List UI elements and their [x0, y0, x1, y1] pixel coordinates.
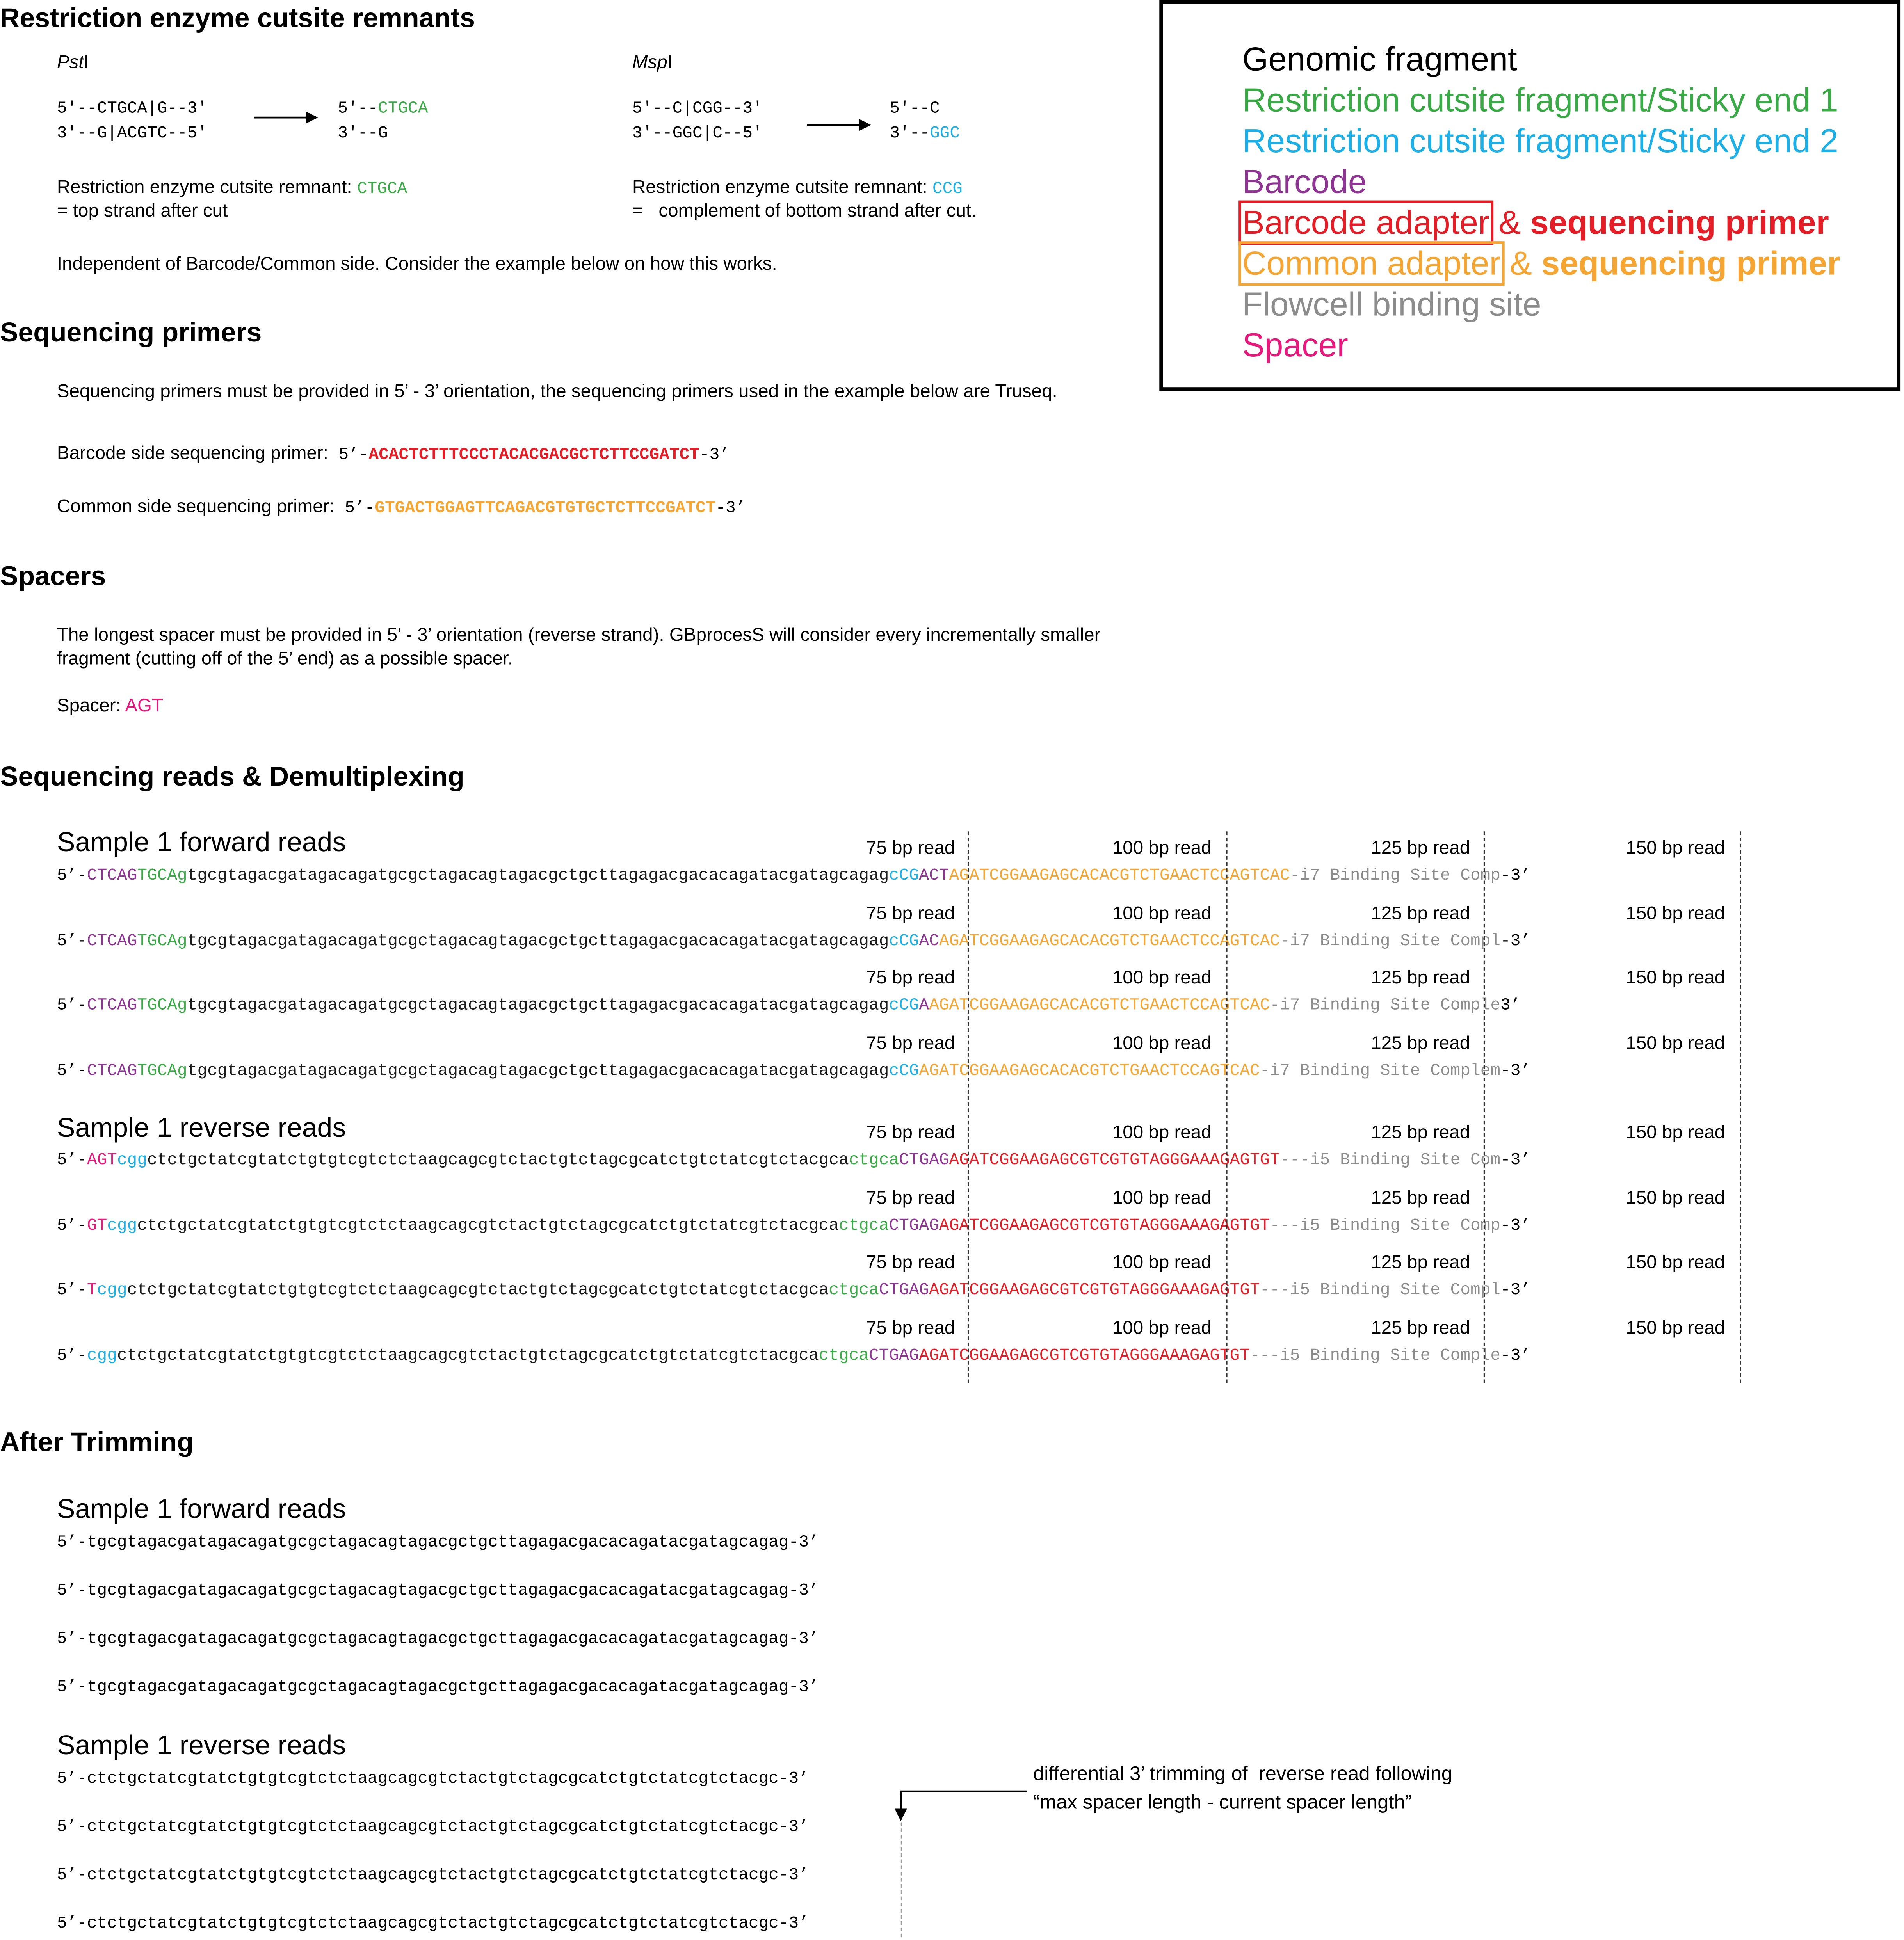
- read-length-label: 150 bp read: [1626, 1122, 1725, 1143]
- trim-note-1: differential 3’ trimming of reverse read following: [1033, 1764, 1453, 1785]
- spacer-line1: The longest spacer must be provided in 5’ - 3’ orientation (reverse strand). GBprocesS will consider every incrementally smaller: [57, 624, 1101, 646]
- read-length-label: 125 bp read: [1371, 1187, 1470, 1208]
- spacer-line2: fragment (cutting off of the 5’ end) as a possible spacer.: [57, 648, 513, 669]
- read-length-label: 75 bp read: [866, 967, 955, 989]
- legend-spacer: Spacer: [1242, 326, 1348, 364]
- read-length-label: 75 bp read: [866, 1252, 955, 1273]
- primers-intro: Sequencing primers must be provided in 5’ - 3’ orientation, the sequencing primers used in the example below are Truseq.: [57, 381, 1057, 402]
- spacer-example: Spacer: AGT: [57, 695, 164, 717]
- msp-bottom-strand: 3'--GGC|C--5': [632, 125, 763, 144]
- trimmed-forward-title: Sample 1 forward reads: [57, 1493, 346, 1524]
- trimmed-reverse-row: 5’-ctctgctatcgtatctgtgtcgtctctaagcagcgtctactgtctagcgcatctgtctatcgtctacgc-3’: [57, 1915, 809, 1934]
- forward-reads-title: Sample 1 forward reads: [57, 826, 346, 857]
- reverse-read-row: 5’-GTcggctctgctatcgtatctgtgtcgtctctaagcagcgtctactgtctagcgcatctgtctatcgtctacgcactgcaCTGAGAGATCGGAAGAGCGTCGTGTAGGGAAAGAGTGT---i5 Binding Site Comp-3’: [57, 1216, 1531, 1236]
- read-length-label: 150 bp read: [1626, 1187, 1725, 1208]
- section-title-spacers: Spacers: [0, 560, 106, 592]
- legend-sticky2: Restriction cutsite fragment/Sticky end 2: [1242, 122, 1838, 160]
- read-length-label: 100 bp read: [1112, 1317, 1212, 1338]
- msp-top-strand: 5'--C|CGG--3': [632, 100, 763, 119]
- read-length-label: 125 bp read: [1371, 838, 1470, 859]
- read-length-label: 125 bp read: [1371, 1317, 1470, 1338]
- pst-result-top: 5'--CTGCA: [338, 100, 428, 119]
- reverse-reads-title: Sample 1 reverse reads: [57, 1112, 346, 1143]
- trimmed-reverse-row: 5’-ctctgctatcgtatctgtgtcgtctctaagcagcgtctactgtctagcgcatctgtctatcgtctacgc-3’: [57, 1818, 809, 1837]
- legend-sticky1: Restriction cutsite fragment/Sticky end 1: [1242, 82, 1838, 119]
- independent-note: Independent of Barcode/Common side. Consider the example below on how this works.: [57, 253, 777, 275]
- read-length-label: 75 bp read: [866, 838, 955, 859]
- pst-top-strand: 5'--CTGCA|G--3': [57, 100, 208, 119]
- read-length-label: 150 bp read: [1626, 902, 1725, 924]
- section-title-restriction: Restriction enzyme cutsite remnants: [0, 2, 475, 34]
- pst-remnant: Restriction enzyme cutsite remnant: CTGCA: [57, 177, 407, 199]
- read-length-label: 75 bp read: [866, 1187, 955, 1208]
- read-length-label: 75 bp read: [866, 902, 955, 924]
- msp-name: MspI: [632, 52, 673, 73]
- read-length-label: 150 bp read: [1626, 967, 1725, 989]
- guide-100bp: [1226, 831, 1227, 1383]
- trimmed-reverse-row: 5’-ctctgctatcgtatctgtgtcgtctctaagcagcgtctactgtctagcgcatctgtctatcgtctacgc-3’: [57, 1867, 809, 1886]
- section-title-primers: Sequencing primers: [0, 317, 262, 348]
- msp-remnant: Restriction enzyme cutsite remnant: CCG: [632, 177, 963, 199]
- reverse-read-row: 5’-AGTcggctctgctatcgtatctgtgtcgtctctaagcagcgtctactgtctagcgcatctgtctatcgtctacgcactgcaCTGAGAGATCGGAAGAGCGTCGTGTAGGGAAAGAGTGT---i5 Binding Site Com-3’: [57, 1152, 1531, 1170]
- read-length-label: 125 bp read: [1371, 902, 1470, 924]
- section-title-reads: Sequencing reads & Demultiplexing: [0, 761, 464, 792]
- forward-read-row: 5’-CTCAGTGCAgtgcgtagacgatagacagatgcgctagacagtagacgctgcttagagacgacacagatacgatagcagagcCGACTAGATCGGAAGAGCACACGTCTGAACTCCAGTCAC-i7 Binding Site Comp-3’: [57, 867, 1531, 886]
- legend: [1159, 0, 1900, 391]
- legend-barcode: Barcode: [1242, 163, 1367, 201]
- read-length-label: 75 bp read: [866, 1122, 955, 1143]
- read-length-label: 125 bp read: [1371, 1122, 1470, 1143]
- guide-75bp: [968, 831, 969, 1383]
- forward-read-row: 5’-CTCAGTGCAgtgcgtagacgatagacagatgcgctagacagtagacgctgcttagagacgacacagatacgatagcagagcCGAGATCGGAAGAGCACACGTCTGAACTCCAGTCAC-i7 Binding Site Complem-3’: [57, 1062, 1531, 1081]
- read-length-label: 100 bp read: [1112, 1252, 1212, 1273]
- common-primer: Common side sequencing primer: 5’-GTGACTGGAGTTCAGACGTGTGCTCTTCCGATCT-3’: [57, 496, 746, 519]
- trimmed-forward-row: 5’-tgcgtagacgatagacagatgcgctagacagtagacgctgcttagagacgacacagatacgatagcagag-3’: [57, 1582, 819, 1601]
- read-length-label: 150 bp read: [1626, 1317, 1725, 1338]
- guide-125bp: [1484, 831, 1485, 1383]
- guide-150bp: [1740, 831, 1741, 1383]
- trimmed-reverse-title: Sample 1 reverse reads: [57, 1729, 346, 1760]
- legend-genomic: Genomic fragment: [1242, 41, 1517, 78]
- msp-result-bottom: 3'--GGC: [890, 125, 960, 144]
- trim-note-2: “max spacer length - current spacer length”: [1033, 1792, 1412, 1814]
- pst-name: PstI: [57, 52, 89, 73]
- trimmed-forward-row: 5’-tgcgtagacgatagacagatgcgctagacagtagacgctgcttagagacgacacagatacgatagcagag-3’: [57, 1631, 819, 1649]
- reverse-read-row: 5’-cggctctgctatcgtatctgtgtcgtctctaagcagcgtctactgtctagcgcatctgtctatcgtctacgcactgcaCTGAGAGATCGGAAGAGCGTCGTGTAGGGAAAGAGTGT---i5 Binding Site Comple-3’: [57, 1346, 1531, 1366]
- section-title-trimming: After Trimming: [0, 1426, 194, 1458]
- trimmed-forward-row: 5’-tgcgtagacgatagacagatgcgctagacagtagacgctgcttagagacgacacagatacgatagcagag-3’: [57, 1534, 819, 1553]
- read-length-label: 125 bp read: [1371, 1032, 1470, 1054]
- legend-barcode-adapter: Barcode adapter & sequencing primer: [1242, 204, 1829, 242]
- forward-read-row: 5’-CTCAGTGCAgtgcgtagacgatagacagatgcgctagacagtagacgctgcttagagacgacacagatacgatagcagagcCGACAGATCGGAAGAGCACACGTCTGAACTCCAGTCAC-i7 Binding Site Compl-3’: [57, 932, 1531, 951]
- legend-common-adapter: Common adapter & sequencing primer: [1242, 245, 1840, 282]
- msp-arrow-icon: [807, 116, 871, 133]
- legend-flowcell: Flowcell binding site: [1242, 286, 1541, 323]
- read-length-label: 125 bp read: [1371, 967, 1470, 989]
- trim-arrow-icon: [891, 1788, 1029, 1823]
- barcode-primer: Barcode side sequencing primer: 5’-ACACTCTTTCCCTACACGACGCTCTTCCGATCT-3’: [57, 443, 730, 465]
- pst-note: = top strand after cut: [57, 200, 228, 222]
- read-length-label: 100 bp read: [1112, 1122, 1212, 1143]
- read-length-label: 75 bp read: [866, 1317, 955, 1338]
- forward-read-row: 5’-CTCAGTGCAgtgcgtagacgatagacagatgcgctagacagtagacgctgcttagagacgacacagatacgatagcagagcCGAAGATCGGAAGAGCACACGTCTGAACTCCAGTCAC-i7 Binding Site Comple3’: [57, 997, 1521, 1016]
- pst-bottom-strand: 3'--G|ACGTC--5': [57, 125, 208, 144]
- read-length-label: 125 bp read: [1371, 1252, 1470, 1273]
- trim-guide: [901, 1804, 902, 1937]
- pst-arrow-icon: [254, 109, 318, 126]
- read-length-label: 100 bp read: [1112, 838, 1212, 859]
- read-length-label: 100 bp read: [1112, 967, 1212, 989]
- read-length-label: 150 bp read: [1626, 838, 1725, 859]
- trimmed-forward-row: 5’-tgcgtagacgatagacagatgcgctagacagtagacgctgcttagagacgacacagatacgatagcagag-3’: [57, 1679, 819, 1698]
- read-length-label: 150 bp read: [1626, 1252, 1725, 1273]
- reverse-read-row: 5’-TcggctctgctatcgtatctgtgtcgtctctaagcagcgtctactgtctagcgcatctgtctatcgtctacgcactgcaCTGAGAGATCGGAAGAGCGTCGTGTAGGGAAAGAGTGT---i5 Binding Site Compl-3’: [57, 1282, 1531, 1300]
- read-length-label: 100 bp read: [1112, 902, 1212, 924]
- msp-result-top: 5'--C: [890, 100, 940, 119]
- read-length-label: 100 bp read: [1112, 1187, 1212, 1208]
- read-length-label: 75 bp read: [866, 1032, 955, 1054]
- pst-result-bottom: 3'--G: [338, 125, 388, 144]
- read-length-label: 150 bp read: [1626, 1032, 1725, 1054]
- trimmed-reverse-row: 5’-ctctgctatcgtatctgtgtcgtctctaagcagcgtctactgtctagcgcatctgtctatcgtctacgc-3’: [57, 1770, 809, 1789]
- msp-note: = complement of bottom strand after cut.: [632, 200, 977, 222]
- read-length-label: 100 bp read: [1112, 1032, 1212, 1054]
